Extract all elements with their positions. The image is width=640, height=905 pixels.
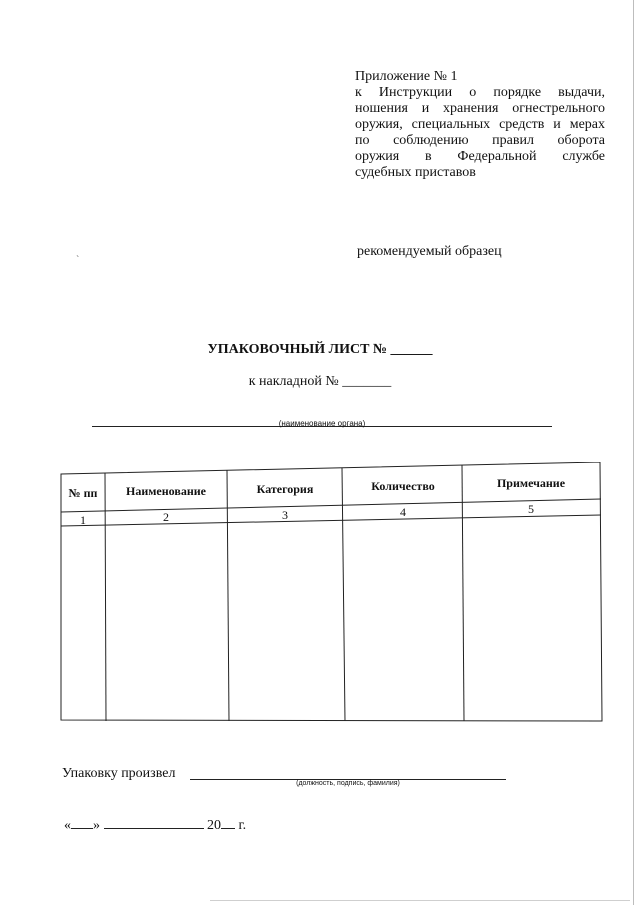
packing-table-grid bbox=[60, 462, 605, 724]
table-col-divider-1 bbox=[105, 473, 106, 721]
header-name: Наименование bbox=[126, 484, 206, 498]
table-col-divider-4 bbox=[462, 465, 464, 721]
signature-caption: (должность, подпись, фамилия) bbox=[296, 780, 400, 787]
date-open-quote: « bbox=[64, 818, 71, 833]
col-number-2: 2 bbox=[163, 510, 169, 524]
table-col-divider-3 bbox=[342, 468, 345, 721]
header-note: Примечание bbox=[496, 476, 566, 490]
appendix-line-3: ношения и хранения огнестрельного bbox=[355, 101, 605, 116]
page-edge bbox=[633, 0, 634, 905]
appendix-line-7: судебных приставов bbox=[355, 165, 476, 180]
header-quantity: Количество bbox=[371, 479, 435, 493]
document-title: УПАКОВОЧНЫЙ ЛИСТ № ______ bbox=[207, 342, 433, 357]
year-suffix: г. bbox=[238, 818, 247, 833]
sample-label: рекомендуемый образец bbox=[357, 244, 502, 259]
scan-speck: ˴ bbox=[76, 250, 80, 261]
date-row bbox=[64, 816, 246, 834]
signature-line bbox=[190, 771, 506, 780]
appendix-line-6: оружия в Федеральной службе bbox=[355, 149, 605, 164]
appendix-block bbox=[355, 69, 605, 181]
packing-table bbox=[60, 462, 605, 729]
signature-label: Упаковку произвел bbox=[62, 766, 176, 781]
year-blank bbox=[221, 816, 235, 829]
day-blank bbox=[71, 816, 93, 829]
table-header-divider bbox=[61, 499, 601, 512]
year-prefix: 20 bbox=[207, 818, 221, 833]
month-blank bbox=[104, 816, 204, 829]
table-numbers-divider bbox=[61, 515, 601, 526]
header-category: Категория bbox=[256, 482, 314, 496]
document-subtitle: к накладной № _______ bbox=[248, 374, 392, 389]
org-name-caption: (наименование органа) bbox=[278, 419, 366, 428]
col-number-3: 3 bbox=[282, 508, 288, 522]
col-number-5: 5 bbox=[528, 502, 534, 516]
appendix-line-5: по соблюдению правил оборота bbox=[355, 133, 605, 148]
col-number-1: 1 bbox=[80, 513, 86, 527]
header-number: № пп bbox=[68, 486, 98, 500]
appendix-line-2: к Инструкции о порядке выдачи, bbox=[355, 85, 605, 100]
appendix-line-4: оружия, специальных средств и мерах bbox=[355, 117, 605, 132]
col-number-4: 4 bbox=[400, 505, 406, 519]
appendix-line-1: Приложение № 1 bbox=[355, 69, 458, 84]
page-bottom-edge bbox=[210, 900, 630, 901]
date-close-quote: » bbox=[93, 818, 100, 833]
